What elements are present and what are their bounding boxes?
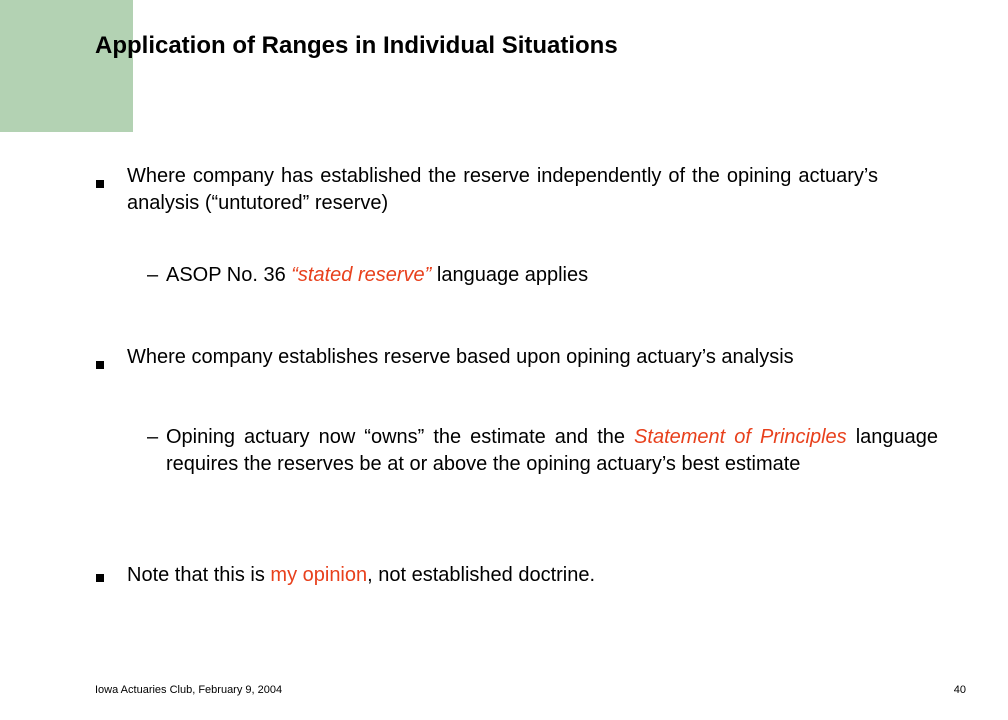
page-number: 40 — [953, 684, 966, 696]
stated-reserve-highlight: “stated reserve” — [291, 264, 432, 286]
my-opinion-highlight: my opinion — [270, 564, 368, 586]
bullet-marker — [96, 361, 104, 369]
accent-block — [0, 0, 133, 132]
opining-text-after: language requires the reserves be at or above the opining actuary’s best estimate — [166, 426, 938, 475]
asop-text-after: language applies — [431, 264, 589, 286]
slide-title: Application of Ranges in Individual Situations — [95, 32, 618, 59]
note-text-after: , not established doctrine. — [367, 564, 596, 586]
bullet-text-company-establishes: Where company establishes reserve based upon opining actuary’s analysis — [127, 346, 794, 368]
bullet-marker — [96, 574, 104, 582]
bullet-text-company-established: Where company has established the reserve independently of the opining actuary’s analysis (“untutored” reserve) — [127, 165, 878, 214]
sub-bullet-asop — [166, 262, 886, 289]
asop-text-before: ASOP No. 36 — [166, 264, 292, 286]
footer-event: Iowa Actuaries Club, February 9, 2004 — [95, 684, 283, 696]
sub-bullet-dash: – — [147, 426, 159, 448]
statement-of-principles-highlight: Statement of Principles — [634, 426, 847, 448]
sub-bullet-opining-actuary — [166, 424, 938, 478]
opining-text-before: Opining actuary now “owns” the estimate and the — [166, 426, 635, 448]
bullet-marker — [96, 180, 104, 188]
bullet-text-note — [127, 562, 927, 589]
sub-bullet-dash: – — [147, 264, 159, 286]
note-text-before: Note that this is — [127, 564, 271, 586]
